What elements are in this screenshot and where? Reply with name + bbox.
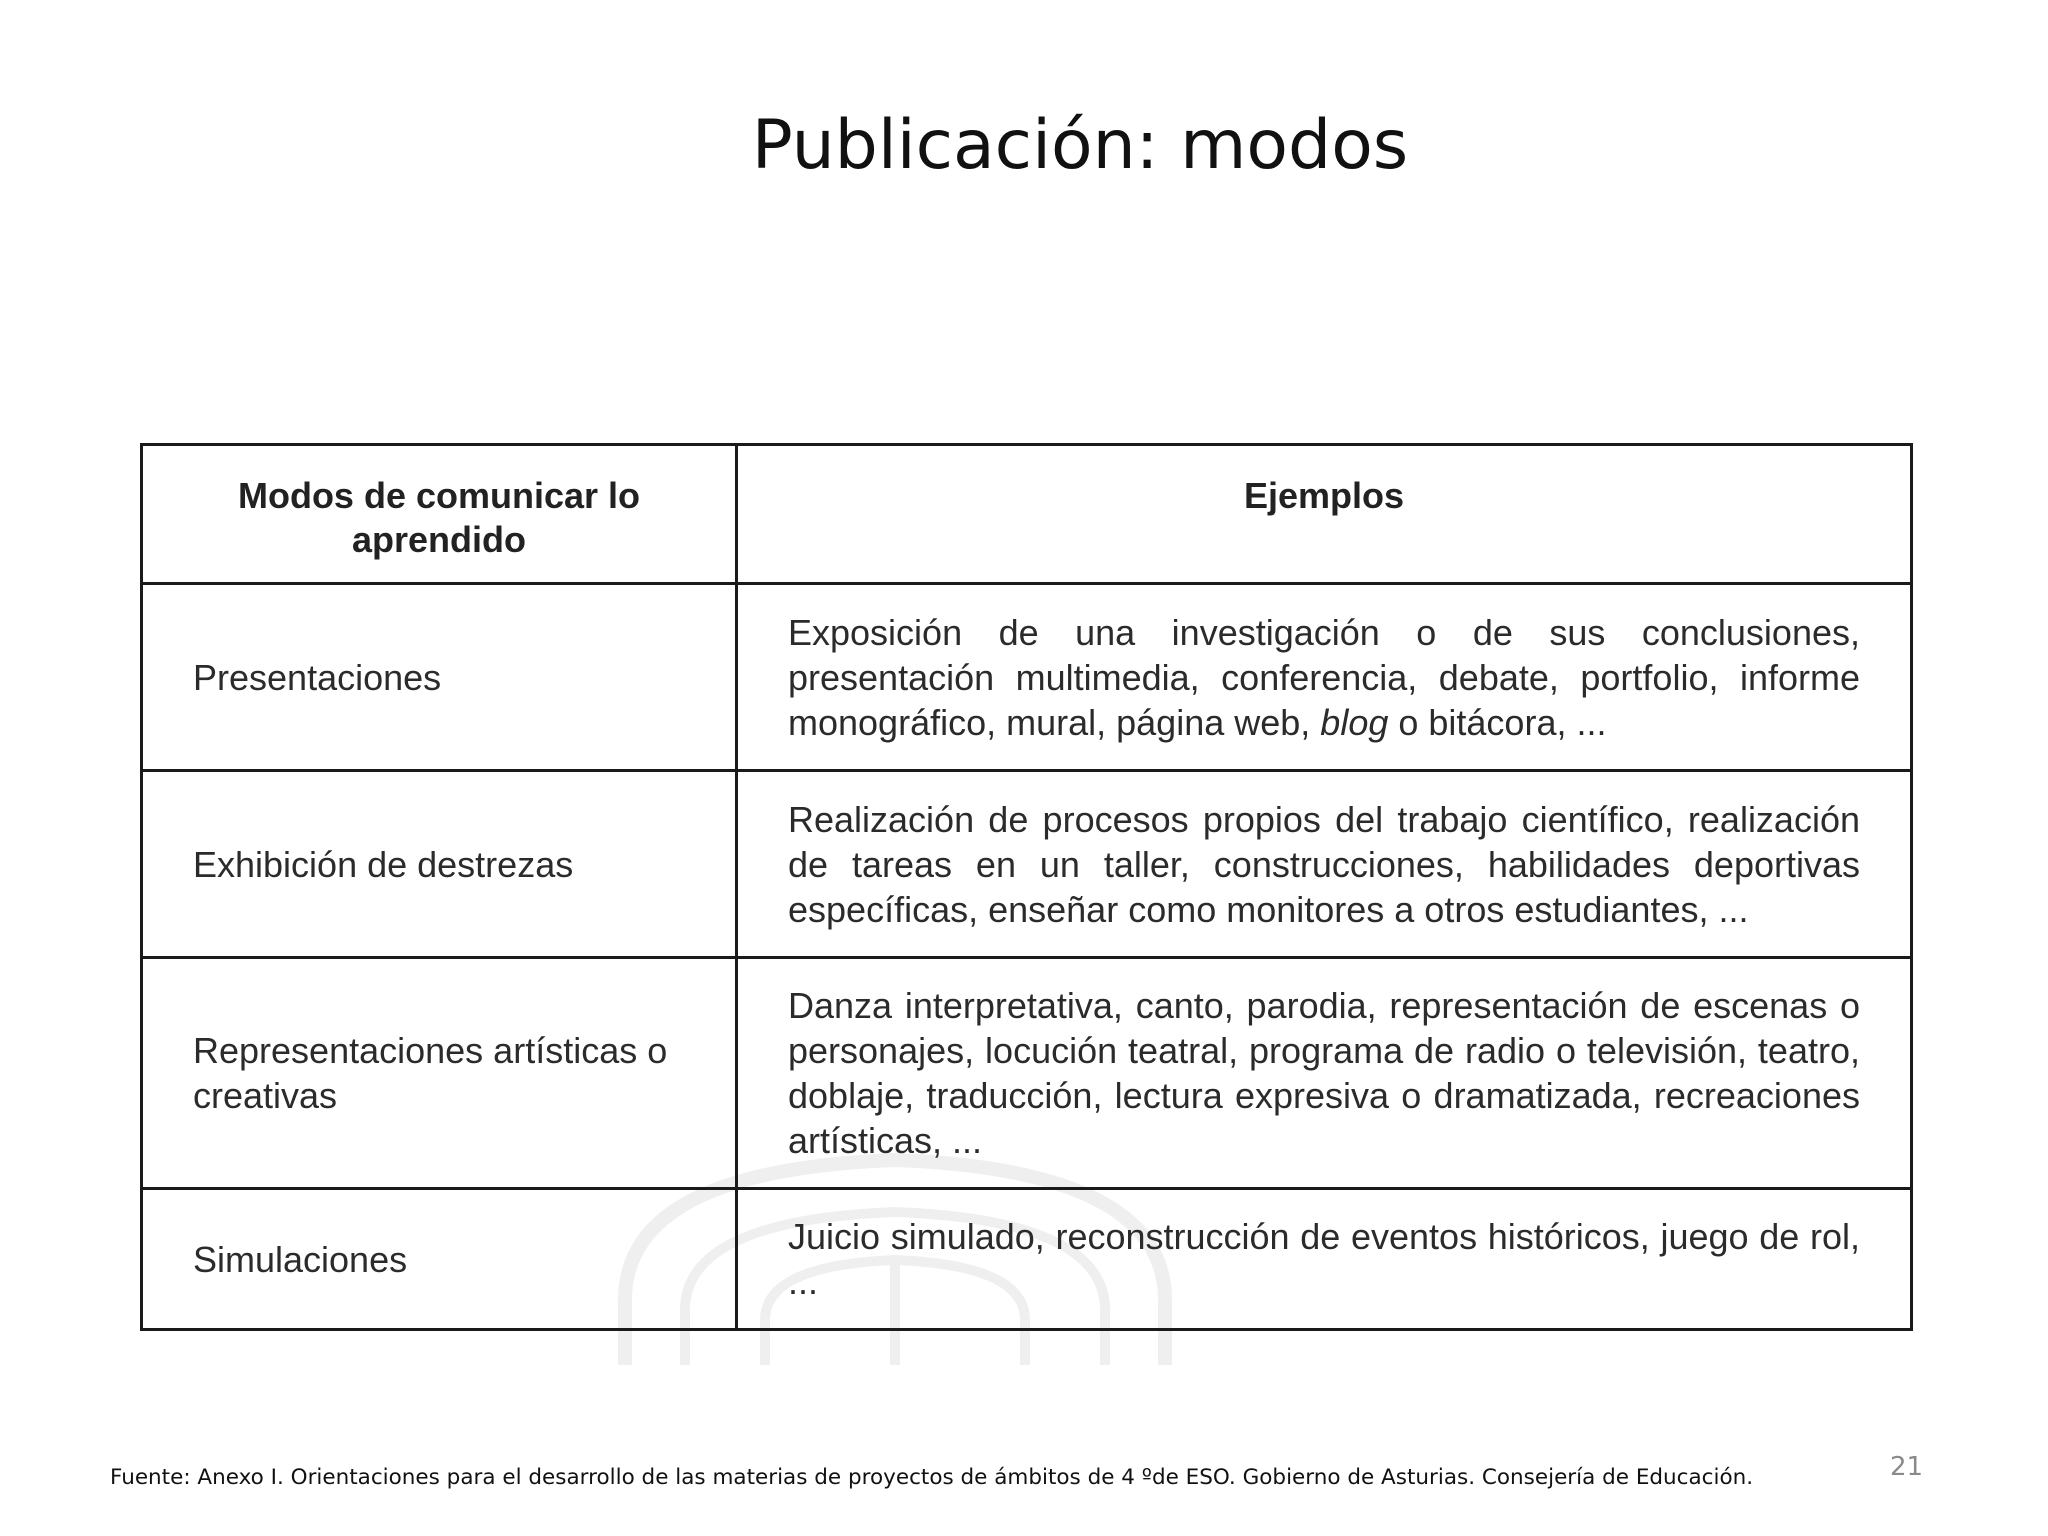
row-examples-simulaciones: Juicio simulado, reconstrucción de eventos históricos, juego de rol, ... [737, 1189, 1912, 1330]
slide-title: Publicación: modos [751, 106, 1409, 185]
page-number: 21 [1890, 1452, 1924, 1482]
row-examples-exhibicion: Realización de procesos propios del trabajo científico, realización de tareas en un taller, construcciones, habilidades deportivas específicas, enseñar como monitores a otros estudiantes, ... [737, 771, 1912, 958]
examples-text: Exposición de una investigación o de sus conclusiones, presentación multimedia, conferencia, debate, portfolio, informe monográfico, mural, página web, [788, 611, 1860, 743]
table-row [142, 1189, 1912, 1330]
header-mode: Modos de comunicar lo aprendido [142, 445, 737, 584]
row-examples-presentaciones [737, 584, 1912, 771]
row-mode-exhibicion: Exhibición de destrezas [142, 771, 737, 958]
table-row [142, 958, 1912, 1189]
table-header-row [142, 445, 1912, 584]
header-examples: Ejemplos [737, 445, 1912, 584]
row-mode-simulaciones: Simulaciones [142, 1189, 737, 1330]
modes-table [140, 443, 1913, 1331]
row-examples-representaciones: Danza interpretativa, canto, parodia, representación de escenas o personajes, locución teatral, programa de radio o televisión, teatro, doblaje, traducción, lectura expresiva o dramatizada, recreaciones artísticas, ... [737, 958, 1912, 1189]
row-mode-representaciones: Representaciones artísticas o creativas [142, 958, 737, 1189]
source-footnote: Fuente: Anexo I. Orientaciones para el desarrollo de las materias de proyectos de ámbitos de 4 ºde ESO. Gobierno de Asturias. Consejería de Educación. [110, 1465, 1754, 1490]
table-row [142, 771, 1912, 958]
table-row [142, 584, 1912, 771]
examples-text-end: o bitácora, ... [1388, 701, 1607, 743]
examples-italic-text: blog [1320, 701, 1389, 743]
row-mode-presentaciones: Presentaciones [142, 584, 737, 771]
